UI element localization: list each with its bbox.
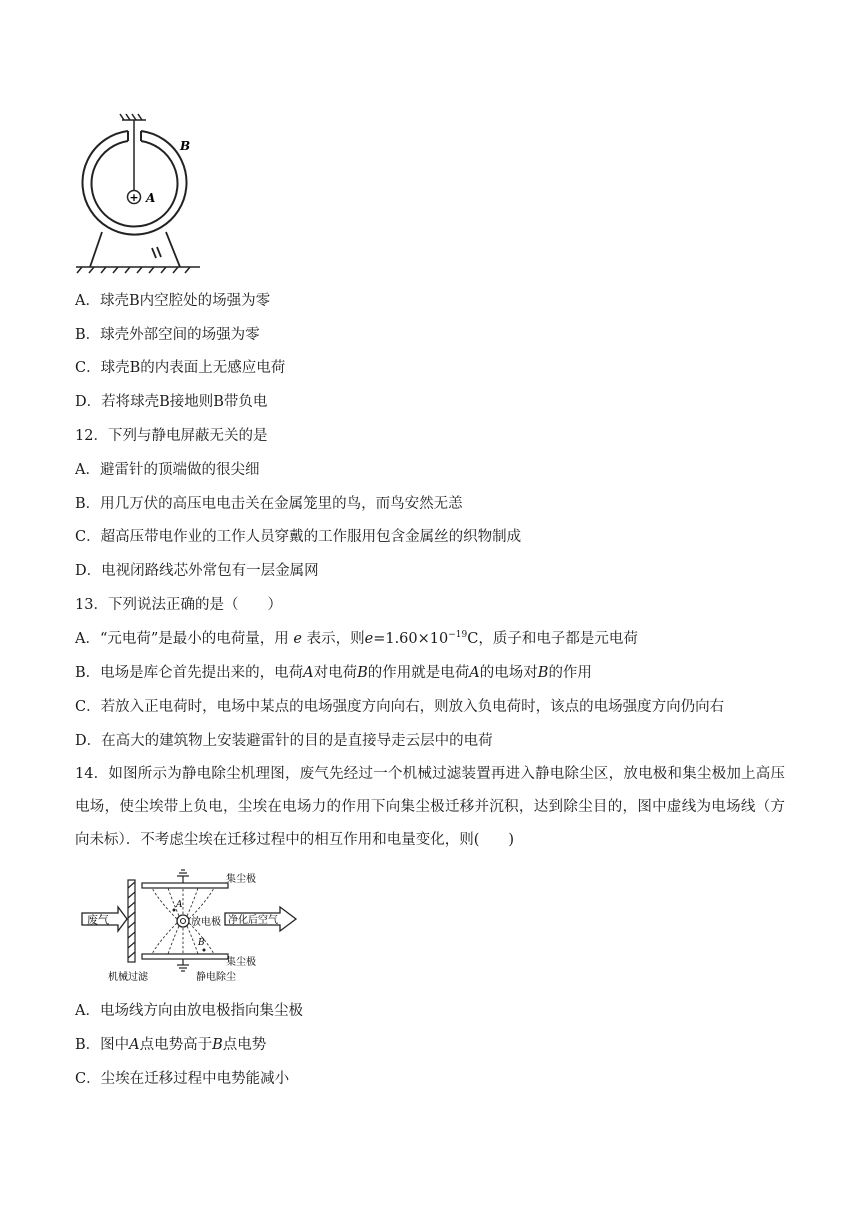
- ground-top-icon: [177, 870, 189, 883]
- precipitator-figure: [80, 866, 310, 984]
- q11-option-a: A．球壳B内空腔处的场强为零: [75, 293, 271, 309]
- q13-option-b: [75, 663, 592, 683]
- q12-stem: 12．下列与静电屏蔽无关的是: [75, 428, 268, 444]
- collector-bottom-label: 集尘极: [226, 957, 256, 968]
- q13-a-formula: [365, 631, 479, 647]
- q11-option-b: B．球壳外部空间的场强为零: [75, 327, 260, 343]
- collector-top-plate: [142, 883, 228, 888]
- q14-b-text-1: B．图中: [75, 1037, 130, 1053]
- discharge-electrode-inner: [181, 919, 186, 924]
- ground-bottom-icon: [177, 959, 189, 971]
- q13-b-text-5: 的作用: [548, 665, 592, 681]
- point-b-label: B: [198, 938, 205, 948]
- q14-b-text-2: 点电势高于: [139, 1037, 213, 1053]
- q13-stem: 13．下列说法正确的是（ ）: [75, 597, 282, 613]
- collector-bottom-plate: [142, 954, 228, 959]
- clean-air-arrow: [225, 907, 296, 931]
- q13-a-suffix: ，质子和电子都是元电荷: [478, 631, 638, 647]
- q13-a-var: e: [293, 631, 302, 647]
- q13-b-text-4: 的电场对: [479, 665, 538, 681]
- q13-b-text-1: B．电场是库仑首先提出来的，电荷: [75, 665, 304, 681]
- q13-option-c: C．若放入正电荷时，电场中某点的电场强度方向向右，则放入负电荷时，该点的电场强度方向仍向右: [75, 699, 725, 715]
- q13-a-formula-value: =1.60×10: [373, 631, 449, 647]
- mechanical-filter-label: 机械过滤: [108, 972, 148, 983]
- label-a: A: [146, 191, 156, 205]
- point-b-dot: [203, 949, 206, 952]
- q12-option-c: C．超高压带电作业的工作人员穿戴的工作服用包含金属丝的织物制成: [75, 529, 522, 545]
- ceiling-support: [120, 114, 146, 120]
- q13-b-var-4: B: [537, 665, 549, 681]
- q13-b-var-2: B: [357, 665, 368, 681]
- electrostatic-dust-label: 静电除尘: [196, 972, 236, 983]
- point-a-label: A: [176, 900, 183, 910]
- q13-b-var-1: A: [303, 665, 314, 681]
- q14-option-b: [75, 1035, 266, 1055]
- q13-a-mid: 表示，则: [306, 631, 365, 647]
- q13-a-formula-var: e: [364, 631, 374, 647]
- q13-a-prefix: A．“元电荷”是最小的电荷量，用: [75, 631, 289, 647]
- label-b: B: [180, 139, 191, 153]
- q13-a-formula-exp: −19: [448, 630, 468, 640]
- stand: [90, 232, 180, 267]
- q11-option-d: D．若将球壳B接地则B带负电: [75, 394, 268, 410]
- discharge-electrode-label: 放电极: [191, 917, 221, 928]
- q12-option-b: B．用几万伏的高压电电击关在金属笼里的鸟，而鸟安然无恙: [75, 496, 463, 512]
- ground: [76, 267, 200, 273]
- shell-figure: [74, 108, 204, 276]
- q14-option-c: C．尘埃在迁移过程中电势能减小: [75, 1071, 290, 1087]
- q14-b-text-3: 点电势: [222, 1037, 267, 1053]
- q14-b-var-1: A: [129, 1037, 140, 1053]
- q14-option-a: A．电场线方向由放电极指向集尘极: [75, 1003, 303, 1019]
- waste-gas-label: 废气: [87, 913, 109, 927]
- waste-gas-arrow: [82, 907, 127, 931]
- q13-b-var-3: A: [469, 665, 480, 681]
- q14-b-var-2: B: [212, 1037, 223, 1053]
- collector-top-label: 集尘极: [226, 874, 256, 885]
- q14-stem: 14．如图所示为静电除尘机理图，废气先经过一个机械过滤装置再进入静电除尘区，放电极和集尘极加上高压电场，使尘埃带上负电，尘埃在电场力的作用下向集尘极迁移并沉积，达到除尘目的，图中虚线为电场线（方向未标）．不考虑尘埃在迁移过程中的相互作用和电量变化，则( ): [75, 766, 785, 848]
- q13-b-text-2: 对电荷: [313, 665, 358, 681]
- mechanical-filter: [128, 880, 135, 962]
- q13-option-d: D．在高大的建筑物上安装避雷针的目的是直接导走云层中的电荷: [75, 733, 493, 749]
- q11-option-c: C．球壳B的内表面上无感应电荷: [75, 360, 286, 376]
- q12-option-a: A．避雷针的顶端做的很尖细: [75, 462, 260, 478]
- q13-a-formula-unit: C: [467, 631, 479, 647]
- q13-option-a: [75, 629, 638, 649]
- q12-option-d: D．电视闭路线芯外常包有一层金属网: [75, 563, 319, 579]
- clean-air-label: 净化后空气: [228, 915, 278, 926]
- charge-a-sign: +: [129, 191, 139, 204]
- q13-b-text-3: 的作用就是电荷: [367, 665, 470, 681]
